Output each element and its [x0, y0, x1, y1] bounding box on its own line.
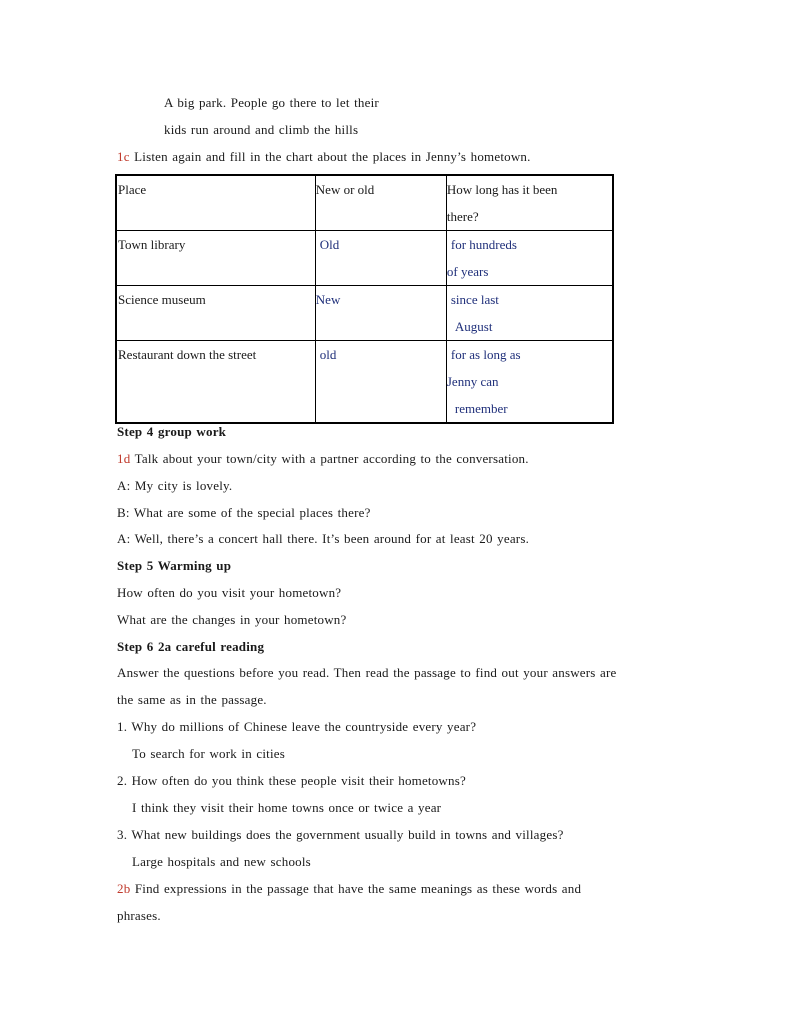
row-duration-line-2: of years	[446, 264, 489, 279]
row-duration-line-3: remember	[454, 401, 508, 416]
intro-line-2: kids run around and climb the hills	[164, 122, 359, 137]
task-1c-text: Listen again and fill in the chart about the places in Jenny’s hometown.	[134, 149, 531, 164]
row-duration	[446, 231, 613, 286]
dialogue-a2: A: Well, there’s a concert hall there. It’s been around for at least 20 years.	[117, 531, 530, 546]
places-chart	[115, 174, 614, 424]
task-1d	[117, 451, 529, 467]
row-duration-line-1: for as long as	[450, 347, 521, 362]
header-new-or-old: New or old	[315, 175, 446, 231]
step6-answer-1: To search for work in cities	[132, 746, 286, 761]
step6-question-1: 1. Why do millions of Chinese leave the countryside every year?	[117, 719, 477, 734]
table-row	[116, 286, 613, 341]
step5-title: Step 5 Warming up	[117, 558, 232, 573]
task-1c-label: 1c	[117, 149, 130, 164]
dialogue-b1: B: What are some of the special places there?	[117, 505, 371, 520]
row-status: old	[315, 341, 446, 424]
header-how-long-line-2: there?	[446, 209, 479, 224]
row-duration-line-2: August	[454, 319, 493, 334]
row-duration-line-1: for hundreds	[450, 237, 517, 252]
row-duration	[446, 341, 613, 424]
step4-title: Step 4 group work	[117, 424, 227, 439]
row-status: New	[315, 286, 446, 341]
step6-instruction-1: Answer the questions before you read. Then read the passage to find out your answers are	[117, 665, 617, 680]
row-place: Town library	[116, 231, 315, 286]
row-duration-line-1: since last	[450, 292, 499, 307]
task-2b-text-1: Find expressions in the passage that have the same meanings as these words and	[134, 881, 582, 896]
intro-line-1: A big park. People go there to let their	[164, 95, 379, 110]
table-row	[116, 231, 613, 286]
row-duration	[446, 286, 613, 341]
step6-question-2: 2. How often do you think these people visit their hometowns?	[117, 773, 466, 788]
header-how-long	[446, 175, 613, 231]
chart-header-row	[116, 175, 613, 231]
step5-question-1: How often do you visit your hometown?	[117, 585, 342, 600]
header-place: Place	[116, 175, 315, 231]
task-1d-label: 1d	[117, 451, 131, 466]
dialogue-a1: A: My city is lovely.	[117, 478, 233, 493]
task-1c	[117, 149, 531, 165]
task-2b-label: 2b	[117, 881, 131, 896]
row-status: Old	[315, 231, 446, 286]
step6-instruction-2: the same as in the passage.	[117, 692, 267, 707]
step6-title: Step 6 2a careful reading	[117, 639, 265, 654]
row-place: Science museum	[116, 286, 315, 341]
task-2b-text-2: phrases.	[117, 908, 161, 923]
step6-answer-3: Large hospitals and new schools	[132, 854, 311, 869]
step5-question-2: What are the changes in your hometown?	[117, 612, 347, 627]
table-row	[116, 341, 613, 424]
step6-answer-2: I think they visit their home towns once or twice a year	[132, 800, 442, 815]
task-1d-text: Talk about your town/city with a partner according to the conversation.	[134, 451, 529, 466]
step6-question-3: 3. What new buildings does the government usually build in towns and villages?	[117, 827, 564, 842]
header-how-long-line-1: How long has it been	[446, 182, 558, 197]
row-place: Restaurant down the street	[116, 341, 315, 424]
row-duration-line-2: Jenny can	[446, 374, 499, 389]
task-2b	[117, 881, 581, 897]
